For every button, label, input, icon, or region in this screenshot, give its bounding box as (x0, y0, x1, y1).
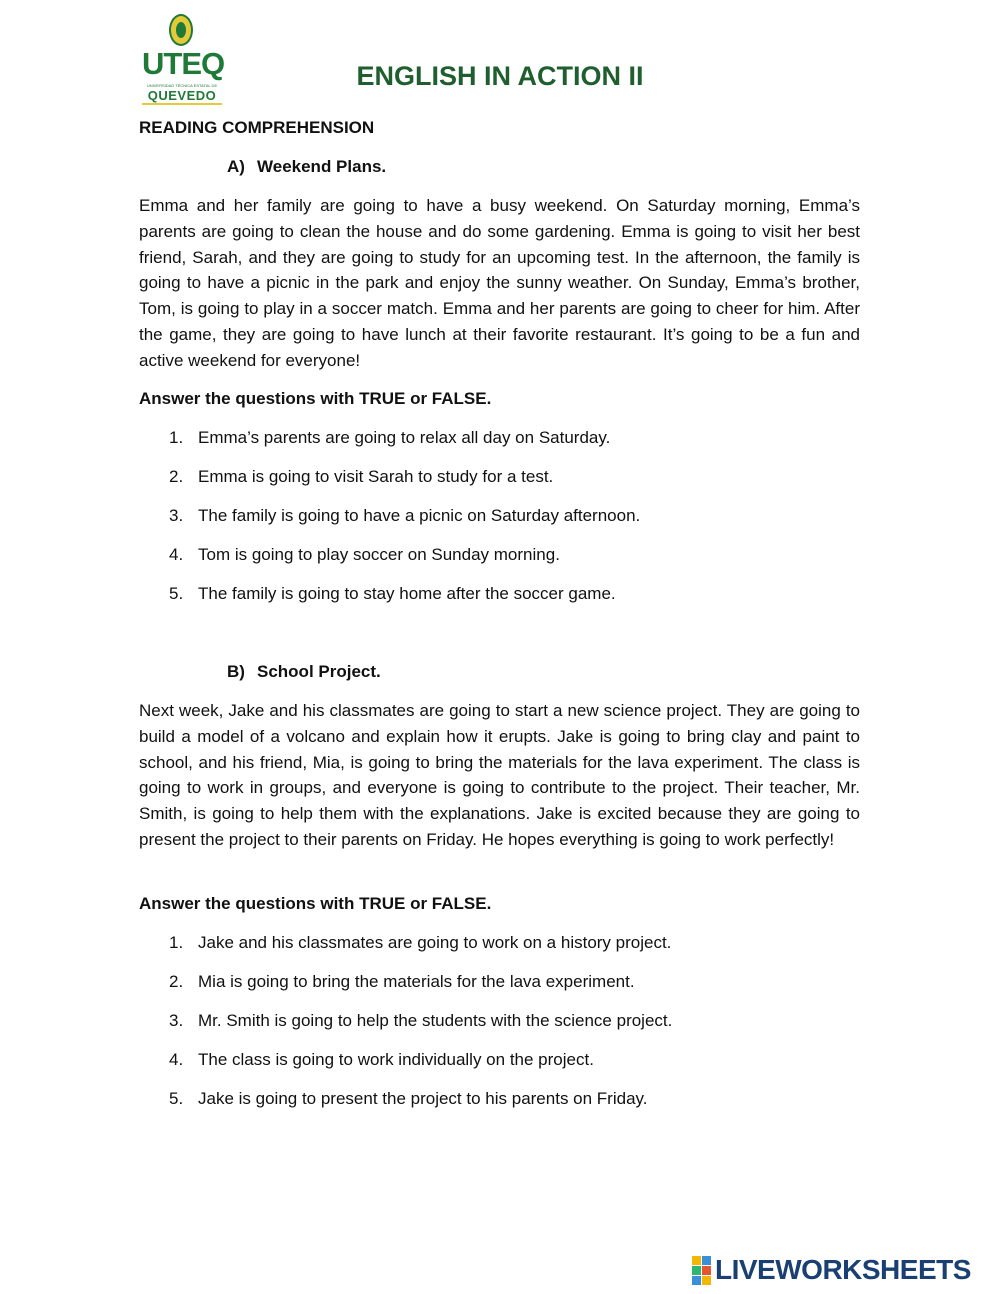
question-number: 4. (169, 545, 184, 564)
question-item (139, 466, 860, 505)
section-heading: READING COMPREHENSION (139, 118, 375, 137)
part-b-letter: B) (227, 662, 245, 681)
part-a-heading (227, 156, 386, 178)
question-number: 3. (169, 506, 184, 525)
part-a-question-list (139, 427, 860, 622)
question-number: 1. (169, 428, 184, 447)
liveworksheets-wordmark: LIVEWORKSHEETS (715, 1254, 971, 1285)
part-b-heading (227, 661, 381, 683)
question-text: Jake and his classmates are going to work on a history project. (198, 933, 672, 952)
question-item (139, 427, 860, 466)
question-number: 4. (169, 1050, 184, 1069)
liveworksheets-logo[interactable] (692, 1255, 971, 1285)
question-item (139, 932, 860, 971)
question-item (139, 1088, 860, 1127)
part-a-letter: A) (227, 157, 245, 176)
question-item (139, 583, 860, 622)
question-number: 2. (169, 972, 184, 991)
question-item (139, 505, 860, 544)
question-text: Jake is going to present the project to his parents on Friday. (198, 1089, 648, 1108)
logo-underline (142, 103, 222, 105)
logo-city-text: QUEVEDO (147, 88, 217, 103)
question-number: 5. (169, 584, 184, 603)
university-seal-icon (169, 14, 193, 46)
question-item (139, 544, 860, 583)
question-number: 1. (169, 933, 184, 952)
page-title: ENGLISH IN ACTION II (356, 61, 644, 91)
question-number: 2. (169, 467, 184, 486)
part-a-instruction: Answer the questions with TRUE or FALSE. (139, 389, 492, 408)
question-text: Mia is going to bring the materials for the lava experiment. (198, 972, 635, 991)
question-text: Tom is going to play soccer on Sunday morning. (198, 545, 560, 564)
question-text: Emma’s parents are going to relax all day on Saturday. (198, 428, 611, 447)
part-b-instruction: Answer the questions with TRUE or FALSE. (139, 894, 492, 913)
part-a-title: Weekend Plans. (257, 157, 387, 176)
logo-subtitle-text: UNIVERSIDAD TÉCNICA ESTATAL DE (146, 83, 218, 88)
part-a-passage: Emma and her family are going to have a busy weekend. On Saturday morning, Emma’s parents are going to clean the house and do some gardening. Emma is going to visit her best friend, Sarah, and they are going to study for an upcoming test. In the afternoon, the family is going to have a picnic in the park and enjoy the sunny weather. On Sunday, Emma’s brother, Tom, is going to play in a soccer match. Emma and her parents are going to cheer for him. After the game, they are going to have lunch at their favorite restaurant. It’s going to be a fun and active weekend for everyone! (139, 196, 860, 370)
part-b-question-list (139, 932, 860, 1127)
question-item (139, 1010, 860, 1049)
liveworksheets-blocks-icon (692, 1256, 711, 1285)
question-item (139, 971, 860, 1010)
question-text: Emma is going to visit Sarah to study for a test. (198, 467, 554, 486)
question-item (139, 1049, 860, 1088)
logo-brand-text: UTEQ (142, 46, 225, 81)
part-b-title: School Project. (257, 662, 381, 681)
question-text: The family is going to have a picnic on Saturday afternoon. (198, 506, 641, 525)
question-number: 3. (169, 1011, 184, 1030)
question-text: Mr. Smith is going to help the students with the science project. (198, 1011, 673, 1030)
question-number: 5. (169, 1089, 184, 1108)
question-text: The class is going to work individually on the project. (198, 1050, 594, 1069)
part-b-passage: Next week, Jake and his classmates are going to start a new science project. They are going to build a model of a volcano and explain how it erupts. Jake is going to bring clay and paint to school, and his friend, Mia, is going to bring the materials for the lava experiment. The class is going to work in groups, and everyone is going to contribute to the project. Their teacher, Mr. Smith, is going to help them with the explanations. Jake is excited because they are going to present the project to their parents on Friday. He hopes everything is going to work perfectly! (139, 701, 860, 849)
question-text: The family is going to stay home after the soccer game. (198, 584, 616, 603)
